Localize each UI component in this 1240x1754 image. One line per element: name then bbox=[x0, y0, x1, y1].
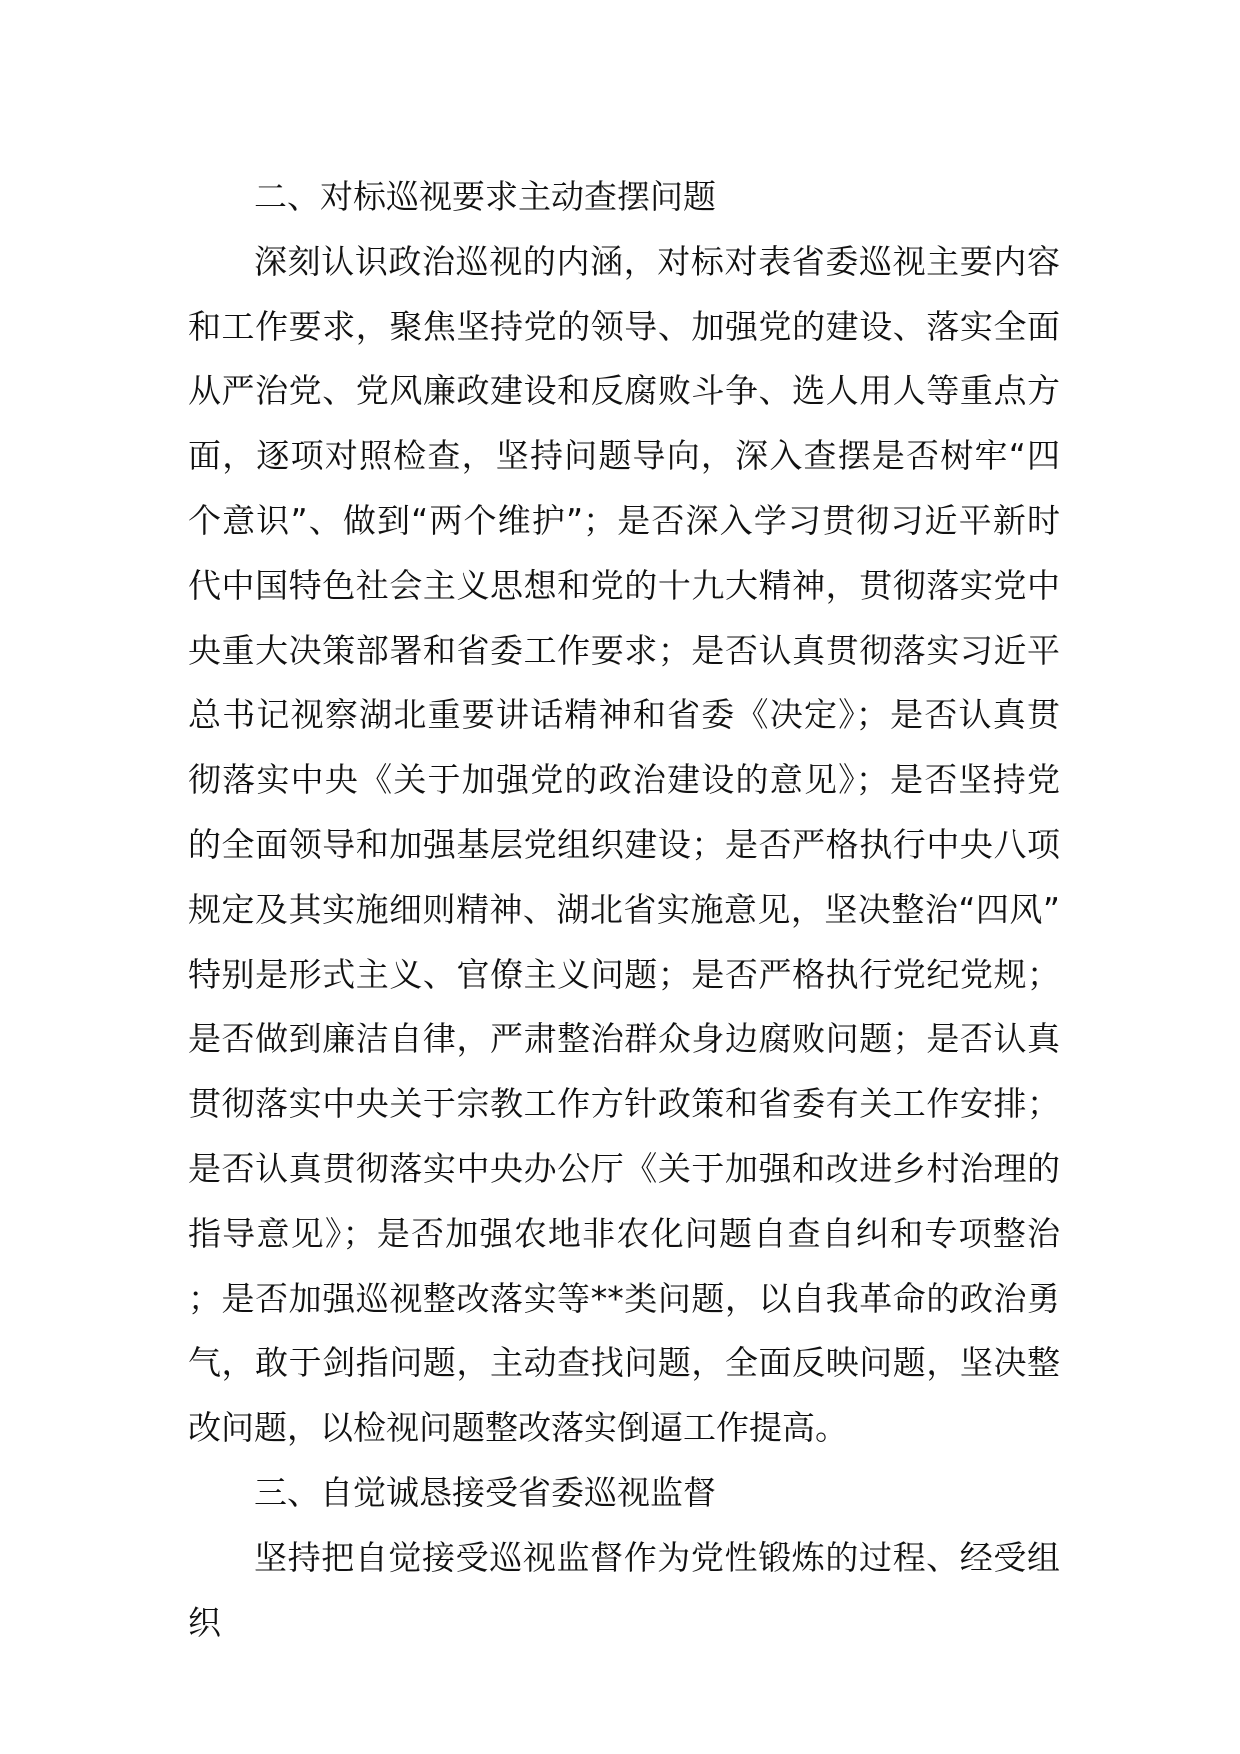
section-three-paragraph: 坚持把自觉接受巡视监督作为党性锻炼的过程、经受组织 bbox=[188, 1537, 1060, 1642]
section-heading-three: 三、自觉诚恳接受省委巡视监督 bbox=[254, 1472, 716, 1512]
document-body bbox=[188, 165, 1060, 1655]
section-two-paragraph: 深刻认识政治巡视的内涵，对标对表省委巡视主要内容和工作要求，聚焦坚持党的领导、加强党的建设、落实全面从严治党、党风廉政建设和反腐败斗争、选人用人等重点方面，逐项对照检查，坚持问题导向，深入查摆是否树牢“四个意识”、做到“两个维护”；是否深入学习贯彻习近平新时代中国特色社会主义思想和党的十九大精神，贯彻落实党中央重大决策部署和省委工作要求；是否认真贯彻落实习近平总书记视察湖北重要讲话精神和省委《决定》；是否认真贯彻落实中央《关于加强党的政治建设的意见》；是否坚持党的全面领导和加强基层党组织建设；是否严格执行中央八项规定及其实施细则精神、湖北省实施意见，坚决整治“四风”特别是形式主义、官僚主义问题；是否严格执行党纪党规；是否做到廉洁自律，严肃整治群众身边腐败问题；是否认真贯彻落实中央关于宗教工作方针政策和省委有关工作安排；是否认真贯彻落实中央办公厅《关于加强和改进乡村治理的指导意见》；是否加强农地非农化问题自查自纠和专项整治；是否加强巡视整改落实等**类问题，以自我革命的政治勇气，敢于剑指问题，主动查找问题，全面反映问题，坚决整改问题，以检视问题整改落实倒逼工作提高。 bbox=[188, 241, 1060, 1448]
section-heading-two: 二、对标巡视要求主动查摆问题 bbox=[254, 177, 716, 216]
